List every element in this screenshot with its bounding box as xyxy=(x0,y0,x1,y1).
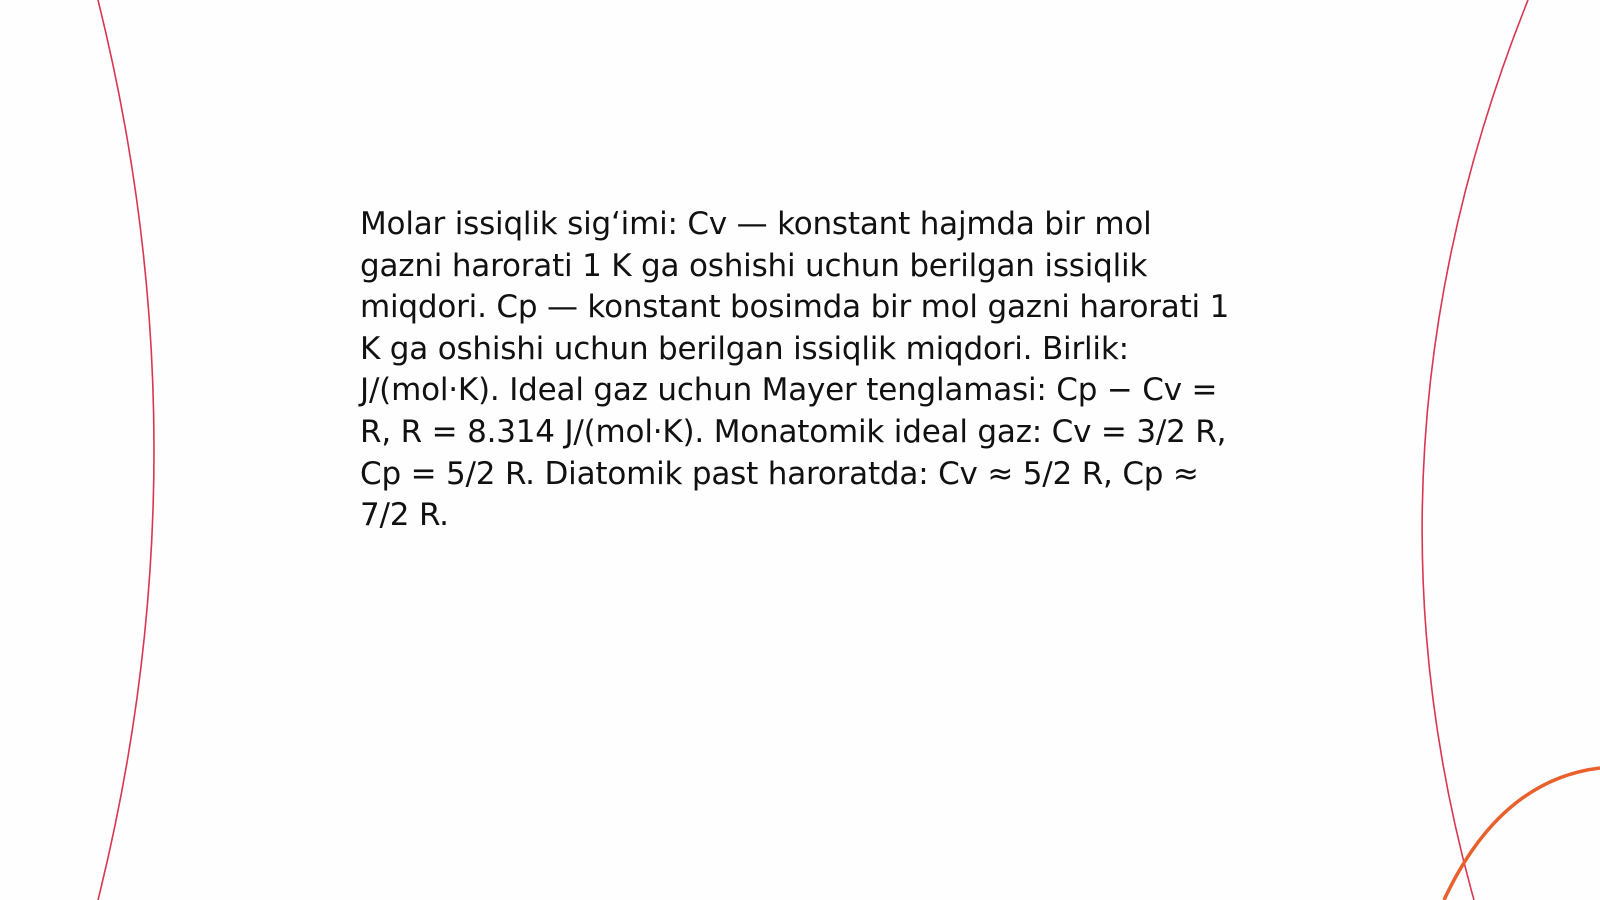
right-curve-line xyxy=(1422,0,1528,900)
left-curve-line xyxy=(98,0,154,900)
slide-body-text: Molar issiqlik sig‘imi: Cv — konstant hajmda bir mol gazni harorati 1 K ga oshishi uchun berilgan issiqlik miqdori. Cp — konstant bosimda bir mol gazni harorati 1 K ga oshishi uchun berilgan issiqlik miqdori. Birlik: J/(mol·K). Ideal gaz uchun Mayer tenglamasi: Cp − Cv = R, R = 8.314 J/(mol·K). Monatomik ideal gaz: Cv = 3/2 R, Cp = 5/2 R. Diatomik past haroratda: Cv ≈ 5/2 R, Cp ≈ 7/2 R. xyxy=(360,206,1230,534)
corner-arc xyxy=(1444,768,1600,900)
